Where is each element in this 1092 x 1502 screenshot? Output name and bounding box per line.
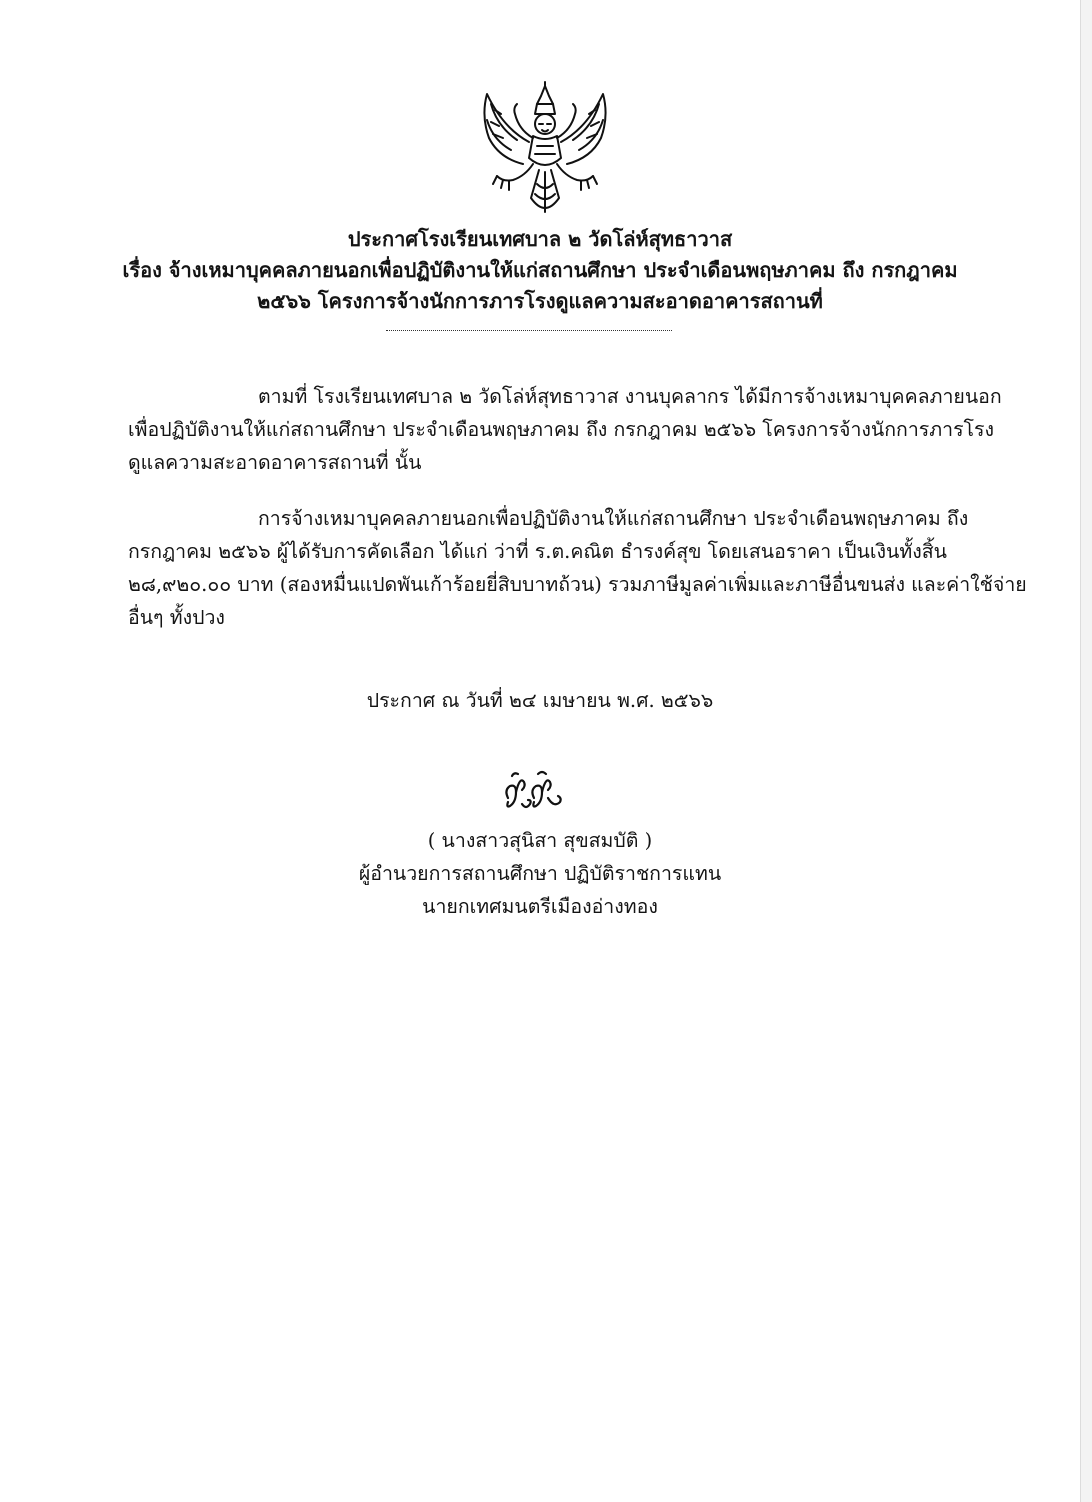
body-paragraph-2: [128, 502, 1027, 634]
paragraph-line: อื่นๆ ทั้งปวง: [128, 606, 225, 629]
garuda-emblem-icon: [473, 80, 618, 222]
paragraph-line: กรกฎาคม ๒๕๖๖ ผู้ได้รับการคัดเลือก ได้แก่ ว่าที่ ร.ต.คณิต ธำรงค์สุข โดยเสนอราคา เป็นเงินทั้งสิ้น: [128, 540, 947, 563]
signature-icon: [500, 768, 566, 816]
paragraph-line: เพื่อปฏิบัติงานให้แก่สถานศึกษา ประจำเดือนพฤษภาคม ถึง กรกฎาคม ๒๕๖๖ โครงการจ้างนักการภารโรง: [128, 418, 995, 441]
paragraph-line: การจ้างเหมาบุคคลภายนอกเพื่อปฏิบัติงานให้แก่สถานศึกษา ประจำเดือนพฤษภาคม ถึง: [258, 507, 969, 530]
announcement-subject-line2: ๒๕๖๖ โครงการจ้างนักการภารโรงดูแลความสะอาดอาคารสถานที่: [257, 289, 823, 313]
paragraph-line: ดูแลความสะอาดอาคารสถานที่ นั้น: [128, 451, 422, 474]
paragraph-line: ๒๘,๙๒๐.๐๐ บาท (สองหมื่นแปดพันเก้าร้อยยี่สิบบาทถ้วน) รวมภาษีมูลค่าเพิ่มและภาษีอื่นขนส่ง และค่าใช้จ่าย: [128, 573, 1027, 596]
signatory-position-line2: นายกเทศมนตรีเมืองอ่างทอง: [422, 895, 658, 918]
paragraph-line: ตามที่ โรงเรียนเทศบาล ๒ วัดโล่ห์สุทธาวาส งานบุคลากร ได้มีการจ้างเหมาบุคคลภายนอก: [258, 385, 1002, 408]
dotted-divider: [386, 330, 672, 331]
body-paragraph-1: [128, 380, 1002, 479]
signatory-name: ( นางสาวสุนิสา สุขสมบัติ ): [427, 829, 653, 852]
announcement-subject-line1: เรื่อง จ้างเหมาบุคคลภายนอกเพื่อปฏิบัติงานให้แก่สถานศึกษา ประจำเดือนพฤษภาคม ถึง กรกฎาคม: [122, 258, 958, 282]
signatory-position-line1: ผู้อำนวยการสถานศึกษา ปฏิบัติราชการแทน: [358, 862, 722, 885]
announcement-date: ประกาศ ณ วันที่ ๒๔ เมษายน พ.ศ. ๒๕๖๖: [366, 689, 714, 712]
announcement-title: ประกาศโรงเรียนเทศบาล ๒ วัดโล่ห์สุทธาวาส: [347, 227, 733, 251]
